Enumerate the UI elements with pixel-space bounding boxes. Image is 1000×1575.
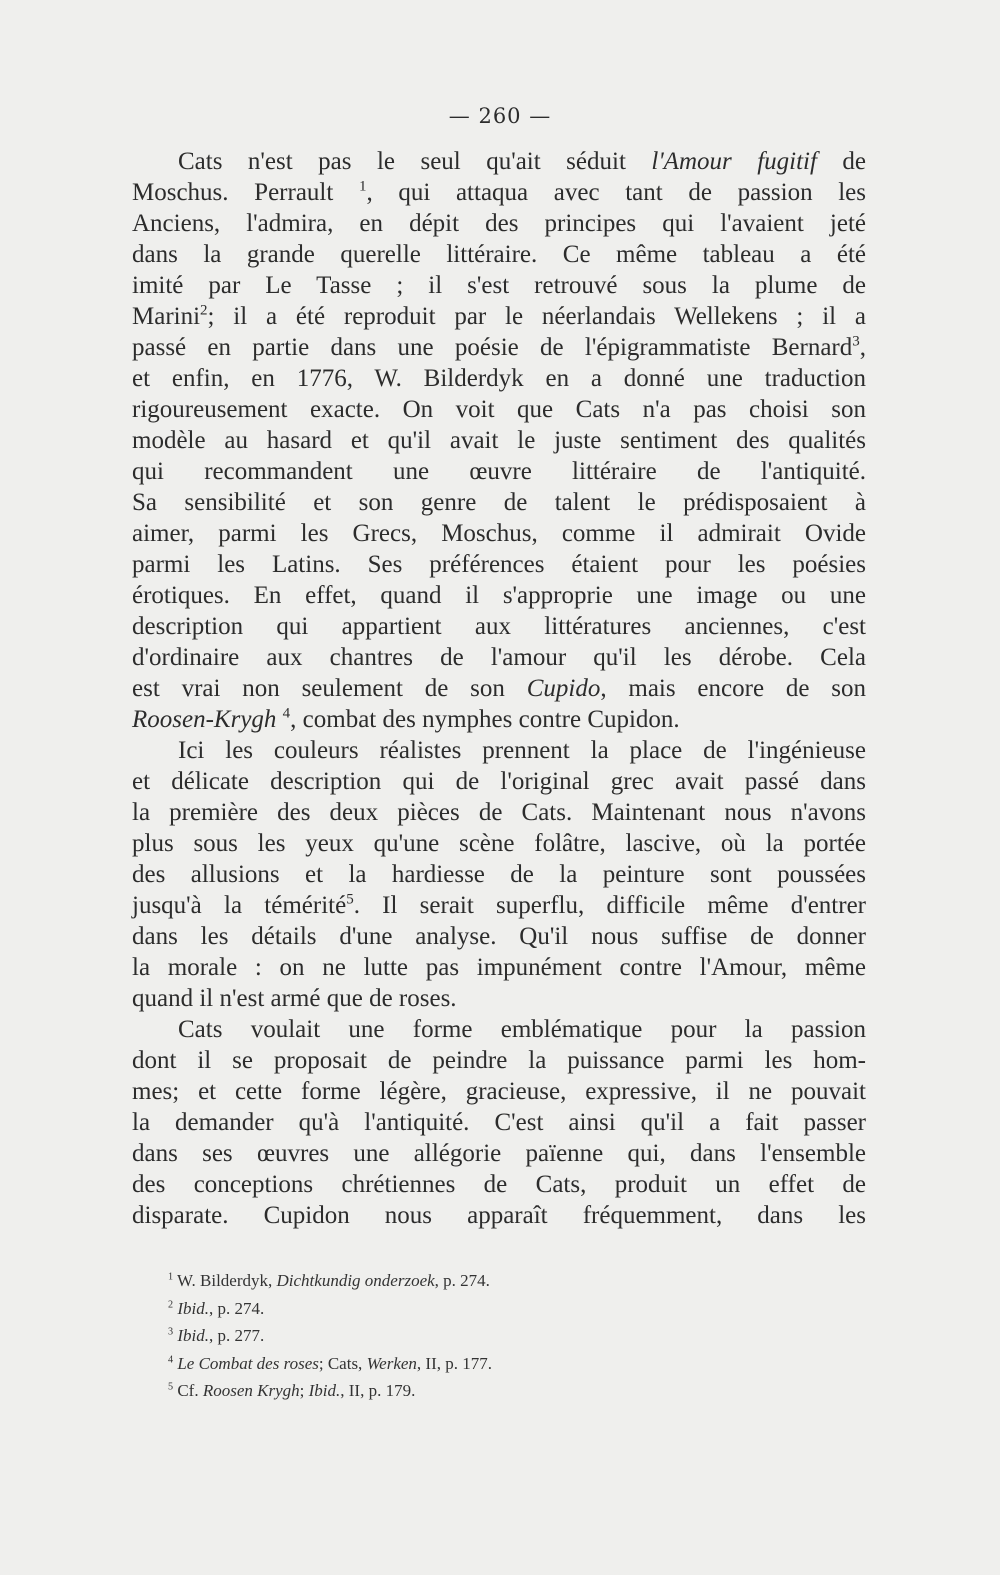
- footnote: $^4$ Le Combat des roses; Cats, Werken, II, p. 177.: [168, 1353, 492, 1373]
- footnote: $^2$ Ibid., p. 274.: [168, 1298, 265, 1318]
- text-line: Ici les couleurs réalistes prennent la place de l'ingénieuse: [178, 737, 866, 764]
- text-line: description qui appartient aux littératures anciennes, c'est: [132, 613, 866, 640]
- text-line: Anciens, l'admira, en dépit des principes qui l'avaient jeté: [132, 210, 866, 237]
- footnote: $^5$ Cf. Roosen Krygh; Ibid., II, p. 179.: [168, 1381, 416, 1400]
- text-line: aimer, parmi les Grecs, Moschus, comme il admirait Ovide: [132, 520, 866, 547]
- text-line: Moschus. Perrault $^1$, qui attaqua avec tant de passion les: [132, 178, 866, 206]
- text-line: la première des deux pièces de Cats. Maintenant nous n'avons: [132, 799, 866, 826]
- text-line: imité par Le Tasse ; il s'est retrouvé sous la plume de: [132, 272, 866, 299]
- text-line: Sa sensibilité et son genre de talent le prédisposaient à: [132, 489, 866, 516]
- text-line: parmi les Latins. Ses préférences étaient pour les poésies: [132, 551, 866, 578]
- text-line: dans les détails d'une analyse. Qu'il nous suffise de donner: [132, 923, 866, 950]
- footnote: $^1$ W. Bilderdyk, Dichtkundig onderzoek, p. 274.: [168, 1271, 490, 1290]
- text-line: rigoureusement exacte. On voit que Cats n'a pas choisi son: [132, 396, 866, 423]
- paragraph: [132, 1014, 866, 1231]
- text-line: disparate. Cupidon nous apparaît fréquemment, dans les: [132, 1202, 866, 1229]
- text-line: des allusions et la hardiesse de la peinture sont poussées: [132, 861, 866, 888]
- text-line: est vrai non seulement de son Cupido, mais encore de son: [132, 675, 866, 702]
- text-line: des conceptions chrétiennes de Cats, produit un effet de: [132, 1171, 866, 1198]
- paragraph: [132, 735, 866, 1014]
- text-line: qui recommandent une œuvre littéraire de l'antiquité.: [132, 458, 866, 485]
- text-line: quand il n'est armé que de roses.: [132, 985, 457, 1012]
- text-line: mes; et cette forme légère, gracieuse, expressive, il ne pouvait: [132, 1078, 866, 1105]
- text-line: dans la grande querelle littéraire. Ce même tableau a été: [132, 241, 866, 268]
- footnote: $^3$ Ibid., p. 277.: [168, 1326, 265, 1345]
- text-line: la morale : on ne lutte pas impunément contre l'Amour, même: [132, 954, 866, 981]
- text-line: Marini$^2$; il a été reproduit par le néerlandais Wellekens ; il a: [132, 302, 866, 330]
- text-line: et enfin, en 1776, W. Bilderdyk en a donné une traduction: [132, 365, 866, 392]
- text-line: dont il se proposait de peindre la puissance parmi les hom-: [132, 1047, 866, 1074]
- text-line: plus sous les yeux qu'une scène folâtre, lascive, où la portée: [132, 830, 866, 857]
- text-line: Cats n'est pas le seul qu'ait séduit l'Amour fugitif de: [178, 148, 866, 175]
- text-line: modèle au hasard et qu'il avait le juste sentiment des qualités: [132, 427, 866, 454]
- footnotes: [168, 1267, 768, 1405]
- page-number: — 260 —: [448, 104, 552, 128]
- paragraph: [132, 146, 866, 735]
- text-line: d'ordinaire aux chantres de l'amour qu'il les dérobe. Cela: [132, 644, 866, 671]
- text-line: Cats voulait une forme emblématique pour la passion: [178, 1016, 866, 1043]
- text-line: érotiques. En effet, quand il s'approprie une image ou une: [132, 582, 866, 609]
- text-line: Roosen-Krygh $^4$, combat des nymphes contre Cupidon.: [132, 705, 680, 733]
- text-line: la demander qu'à l'antiquité. C'est ainsi qu'il a fait passer: [132, 1109, 866, 1136]
- text-line: passé en partie dans une poésie de l'épigrammatiste Bernard$^3$,: [132, 333, 866, 361]
- text-line: jusqu'à la témérité$^5$. Il serait superflu, difficile même d'entrer: [132, 891, 866, 919]
- text-line: dans ses œuvres une allégorie païenne qui, dans l'ensemble: [132, 1140, 866, 1167]
- main-text: [132, 146, 866, 1231]
- text-line: et délicate description qui de l'original grec avait passé dans: [132, 768, 866, 795]
